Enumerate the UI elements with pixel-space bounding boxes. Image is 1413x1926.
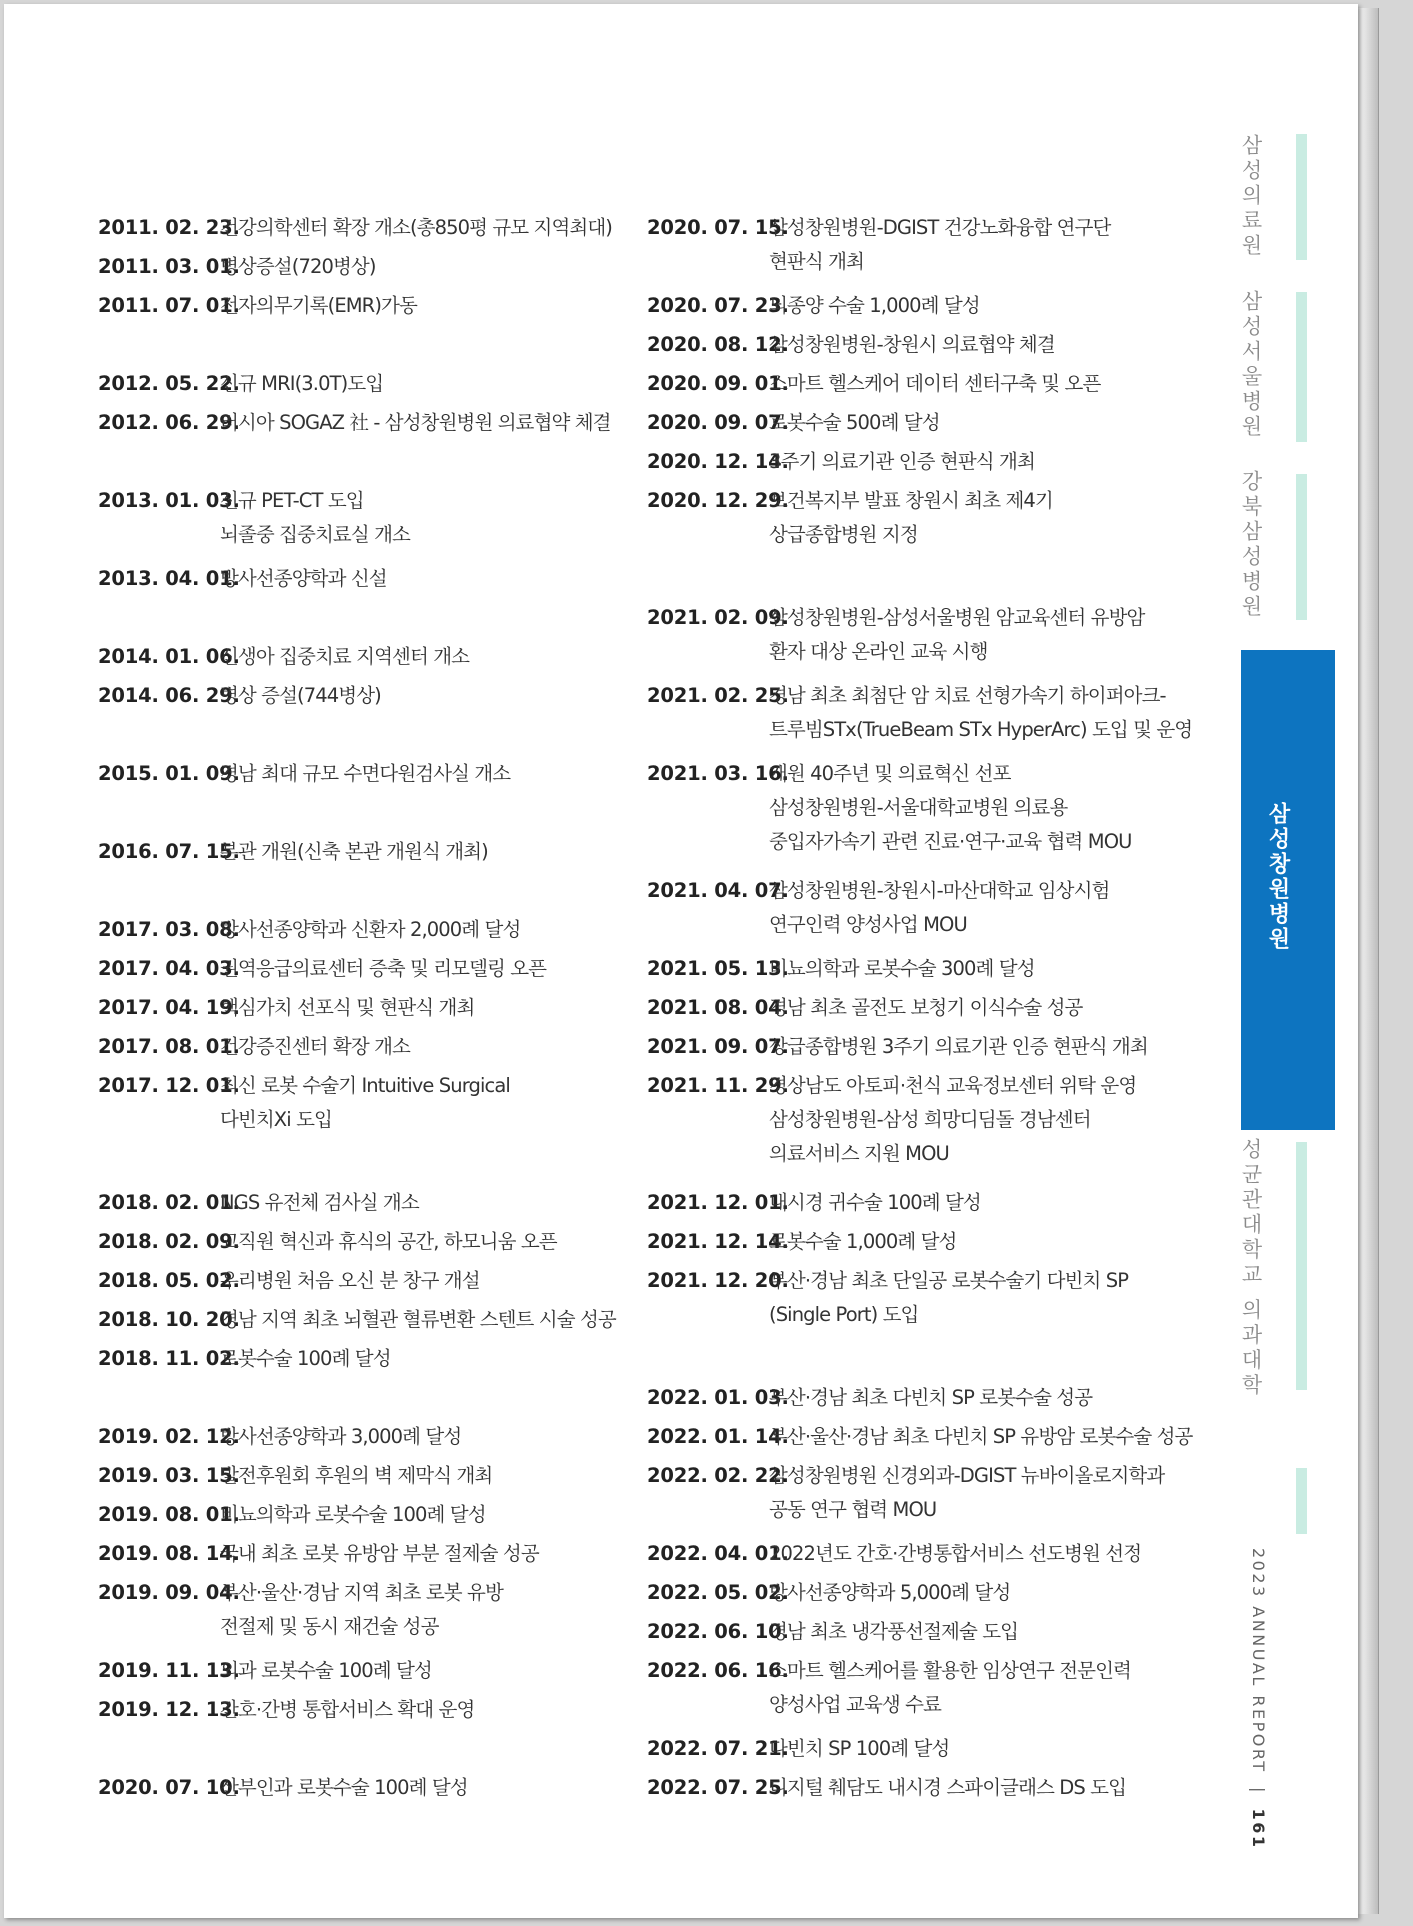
timeline-description-line: 본관 개원(신축 본관 개원식 개최) [220, 840, 488, 863]
timeline-date: 2020. 07. 10. [98, 1776, 240, 1799]
timeline-description-line: 최신 로봇 수술기 Intuitive Surgical [220, 1074, 510, 1097]
timeline-description-line: 경남 지역 최초 뇌혈관 혈류변환 스텐트 시술 성공 [220, 1308, 616, 1331]
timeline-description [769, 601, 1144, 669]
timeline-description-line: 방사선종양학과 5,000례 달성 [769, 1581, 1011, 1604]
timeline-description [220, 406, 611, 440]
timeline-date: 2018. 02. 09. [98, 1230, 240, 1253]
timeline-description-line: 신규 MRI(3.0T)도입 [220, 372, 384, 395]
annual-report-footer [1238, 1548, 1268, 1850]
timeline-description [220, 211, 612, 245]
timeline-description-line: 트루빔STx(TrueBeam STx HyperArc) 도입 및 운영 [769, 718, 1193, 741]
timeline-description [769, 406, 940, 440]
timeline-date: 2021. 03. 16. [647, 762, 789, 785]
timeline-date: 2018. 10. 20. [98, 1308, 240, 1331]
report-title: 2023 ANNUAL REPORT [1249, 1548, 1268, 1774]
timeline-description [220, 367, 383, 401]
timeline-description [769, 1069, 1136, 1171]
timeline-description-line: 간호·간병 통합서비스 확대 운영 [220, 1698, 475, 1721]
timeline-description [220, 679, 381, 713]
timeline-description-line: 삼성창원병원-삼성 희망디딤돌 경남센터 [769, 1108, 1091, 1131]
timeline-description-line: 개원 40주년 및 의료혁신 선포 [769, 762, 1011, 785]
timeline-description [769, 328, 1055, 362]
timeline-description-line: 다빈치 SP 100례 달성 [769, 1737, 950, 1760]
timeline-description-line: 상급종합병원 지정 [769, 523, 918, 546]
timeline-date: 2020. 09. 01. [647, 372, 789, 395]
timeline-description-line: 부산·울산·경남 최초 다빈치 SP 유방암 로봇수술 성공 [769, 1425, 1193, 1448]
timeline-description [769, 1225, 956, 1259]
timeline-description [769, 952, 1035, 986]
timeline-description-line: 삼성창원병원-창원시 의료협약 체결 [769, 333, 1055, 356]
timeline-date: 2017. 12. 01. [98, 1074, 240, 1097]
timeline-description-line: 신생아 집중치료 지역센터 개소 [220, 645, 470, 668]
timeline-date: 2013. 01. 03. [98, 489, 240, 512]
timeline-date: 2021. 08. 04. [647, 996, 789, 1019]
timeline-description [769, 484, 1053, 552]
timeline-date: 2022. 07. 25. [647, 1776, 789, 1799]
timeline-date: 2022. 01. 03. [647, 1386, 789, 1409]
timeline-description-line: 경상남도 아토피·천식 교육정보센터 위탁 운영 [769, 1074, 1137, 1097]
timeline-date: 2022. 07. 21. [647, 1737, 789, 1760]
timeline-description [220, 1186, 419, 1220]
timeline-description-line: 삼성창원병원-DGIST 건강노화융합 연구단 [769, 216, 1111, 239]
side-tab-kangbuk-samsung-hospital[interactable]: 강북삼성병원 [1239, 470, 1263, 620]
timeline-description-line: 비뇨의학과 로봇수술 100례 달성 [220, 1503, 486, 1526]
timeline-description-line: 연구인력 양성사업 MOU [769, 913, 967, 936]
timeline-date: 2019. 03. 15. [98, 1464, 240, 1487]
timeline-description-line: 경남 최초 최첨단 암 치료 선형가속기 하이퍼아크- [769, 684, 1166, 707]
timeline-description [769, 1537, 1141, 1571]
timeline-description-line: (Single Port) 도입 [769, 1303, 919, 1326]
timeline-date: 2018. 11. 02. [98, 1347, 240, 1370]
timeline-date: 2020. 07. 23. [647, 294, 789, 317]
timeline-date: 2014. 01. 06. [98, 645, 240, 668]
timeline-description [769, 367, 1100, 401]
timeline-date: 2015. 01. 09. [98, 762, 240, 785]
tab-indicator-bar [1296, 1468, 1307, 1534]
timeline-date: 2018. 02. 01. [98, 1191, 240, 1214]
timeline-date: 2017. 04. 03. [98, 957, 240, 980]
timeline-description-line: NGS 유전체 검사실 개소 [220, 1191, 419, 1214]
timeline-description [220, 1693, 474, 1727]
document-page [4, 4, 1358, 1918]
timeline-description-line: 병상 증설(744병상) [220, 684, 381, 707]
timeline-date: 2021. 02. 09. [647, 606, 789, 629]
timeline-date: 2021. 12. 01. [647, 1191, 789, 1214]
timeline-description [769, 757, 1132, 859]
timeline-description [220, 1654, 432, 1688]
timeline-description-line: 경남 최대 규모 수면다원검사실 개소 [220, 762, 511, 785]
timeline-date: 2017. 04. 19. [98, 996, 240, 1019]
timeline-description [220, 1264, 480, 1298]
timeline-description [220, 913, 520, 947]
timeline-date: 2022. 04. 01. [647, 1542, 789, 1565]
timeline-description-line: 중입자가속기 관련 진료·연구·교육 협력 MOU [769, 830, 1132, 853]
timeline-date: 2022. 05. 02. [647, 1581, 789, 1604]
timeline-description [769, 1030, 1148, 1064]
timeline-date: 2019. 12. 13. [98, 1698, 240, 1721]
timeline-date: 2011. 02. 23. [98, 216, 240, 239]
timeline-date: 2019. 08. 01. [98, 1503, 240, 1526]
timeline-date: 2017. 03. 08. [98, 918, 240, 941]
timeline-description [769, 991, 1083, 1025]
timeline-description [769, 1420, 1192, 1454]
timeline-description [220, 952, 546, 986]
timeline-description-line: 로봇수술 500례 달성 [769, 411, 940, 434]
timeline-description [769, 1381, 1092, 1415]
timeline-date: 2020. 12. 14. [647, 450, 789, 473]
timeline-date: 2019. 02. 12. [98, 1425, 240, 1448]
timeline-description [769, 289, 980, 323]
timeline-description [220, 1498, 486, 1532]
timeline-description-line: 경남 최초 골전도 보청기 이식수술 성공 [769, 996, 1083, 1019]
timeline-description [220, 1225, 557, 1259]
timeline-description-line: 부산·울산·경남 지역 최초 로봇 유방 [220, 1581, 503, 1604]
timeline-date: 2013. 04. 01. [98, 567, 240, 590]
timeline-description [220, 1459, 492, 1493]
timeline-description-line: 현판식 개최 [769, 250, 864, 273]
timeline-description-line: 신규 PET-CT 도입 [220, 489, 364, 512]
timeline-description [220, 1420, 461, 1454]
timeline-description-line: 삼성창원병원 신경외과-DGIST 뉴바이올로지학과 [769, 1464, 1165, 1487]
timeline-date: 2019. 09. 04. [98, 1581, 240, 1604]
timeline-description [220, 250, 376, 284]
timeline-description [769, 1771, 1126, 1805]
timeline-description [769, 1615, 1018, 1649]
timeline-description [220, 991, 474, 1025]
timeline-description [220, 1342, 391, 1376]
timeline-description-line: 부산·경남 최초 다빈치 SP 로봇수술 성공 [769, 1386, 1093, 1409]
timeline-date: 2021. 05. 13. [647, 957, 789, 980]
timeline-description-line: 보건복지부 발표 창원시 최초 제4기 [769, 489, 1053, 512]
timeline-description-line: 방사선종양학과 신설 [220, 567, 387, 590]
timeline-description-line: 2022년도 간호·간병통합서비스 선도병원 선정 [769, 1542, 1142, 1565]
timeline-description-line: 전절제 및 동시 재건술 성공 [220, 1615, 439, 1638]
timeline-description [769, 1732, 949, 1766]
side-tab-samsung-medical-center[interactable]: 삼성의료원 [1239, 134, 1263, 259]
timeline-date: 2011. 07. 01. [98, 294, 240, 317]
timeline-description-line: 산부인과 로봇수술 100례 달성 [220, 1776, 468, 1799]
timeline-description [769, 1654, 1131, 1722]
timeline-description-line: 의료서비스 지원 MOU [769, 1142, 949, 1165]
timeline-date: 2022. 06. 16. [647, 1659, 789, 1682]
timeline-description-line: 권역응급의료센터 증축 및 리모델링 오픈 [220, 957, 547, 980]
timeline-description [769, 211, 1110, 279]
timeline-description-line: 병상증설(720병상) [220, 255, 376, 278]
timeline-description-line: 상급종합병원 3주기 의료기관 인증 현판식 개최 [769, 1035, 1148, 1058]
timeline-description-line: 건강의학센터 확장 개소(총850평 규모 지역최대) [220, 216, 612, 239]
timeline-date: 2018. 05. 02. [98, 1269, 240, 1292]
timeline-description [220, 1030, 410, 1064]
timeline-date: 2019. 08. 14. [98, 1542, 240, 1565]
timeline-date: 2021. 04. 07. [647, 879, 789, 902]
timeline-description-line: 로봇수술 1,000례 달성 [769, 1230, 957, 1253]
timeline-description [220, 289, 417, 323]
timeline-description-line: 삼성창원병원-삼성서울병원 암교육센터 유방암 [769, 606, 1145, 629]
timeline-description-line: 공동 연구 협력 MOU [769, 1498, 937, 1521]
timeline-date: 2021. 12. 20. [647, 1269, 789, 1292]
tab-indicator-bar [1296, 134, 1307, 260]
timeline-description [769, 1576, 1010, 1610]
timeline-description-line: 뇌종양 수술 1,000례 달성 [769, 294, 980, 317]
timeline-description-line: 비뇨의학과 로봇수술 300례 달성 [769, 957, 1035, 980]
timeline-description-line: 3주기 의료기관 인증 현판식 개최 [769, 450, 1035, 473]
timeline-date: 2014. 06. 29. [98, 684, 240, 707]
timeline-date: 2011. 03. 01. [98, 255, 240, 278]
timeline-description [220, 1771, 468, 1805]
timeline-date: 2021. 12. 14. [647, 1230, 789, 1253]
timeline-description [769, 679, 1192, 747]
timeline-description-line: 내시경 귀수술 100례 달성 [769, 1191, 981, 1214]
timeline-date: 2012. 05. 22. [98, 372, 240, 395]
timeline-description-line: 환자 대상 온라인 교육 시행 [769, 640, 988, 663]
timeline-description [769, 1186, 981, 1220]
tab-indicator-bar [1296, 1142, 1307, 1390]
side-tab-skku-medicine[interactable]: 성균관대학교 의과대학 [1239, 1138, 1263, 1399]
timeline-description-line: 뇌졸중 집중치료실 개소 [220, 523, 410, 546]
timeline-description-line: 방사선종양학과 신환자 2,000례 달성 [220, 918, 521, 941]
timeline-description [769, 445, 1035, 479]
timeline-date: 2016. 07. 15. [98, 840, 240, 863]
timeline-description [220, 757, 510, 791]
timeline-description-line: 경남 최초 냉각풍선절제술 도입 [769, 1620, 1019, 1643]
timeline-description-line: 다빈치Xi 도입 [220, 1108, 332, 1131]
timeline-description [769, 874, 1109, 942]
side-tab-samsung-seoul-hospital[interactable]: 삼성서울병원 [1239, 290, 1263, 440]
timeline-date: 2021. 02. 25. [647, 684, 789, 707]
timeline-description [220, 1576, 503, 1644]
timeline-date: 2017. 08. 01. [98, 1035, 240, 1058]
timeline-description-line: 양성사업 교육생 수료 [769, 1693, 942, 1716]
page-number: 161 [1249, 1808, 1268, 1850]
timeline-date: 2022. 06. 10. [647, 1620, 789, 1643]
timeline-date: 2020. 08. 12. [647, 333, 789, 356]
timeline-description [220, 835, 488, 869]
timeline-description-line: 부산·경남 최초 단일공 로봇수술기 다빈치 SP [769, 1269, 1129, 1292]
timeline-description-line: 스마트 헬스케어를 활용한 임상연구 전문인력 [769, 1659, 1131, 1682]
timeline-description-line: 전자의무기록(EMR)가동 [220, 294, 417, 317]
timeline-description [220, 640, 469, 674]
timeline-description [220, 1303, 616, 1337]
timeline-description-line: 삼성창원병원-창원시-마산대학교 임상시험 [769, 879, 1110, 902]
side-tab-samsung-changwon-hospital[interactable]: 삼성창원병원 [1265, 802, 1290, 952]
timeline-description-line: 우리병원 처음 오신 분 창구 개설 [220, 1269, 480, 1292]
timeline-date: 2022. 01. 14. [647, 1425, 789, 1448]
timeline-description-line: 러시아 SOGAZ 社 - 삼성창원병원 의료협약 체결 [220, 411, 611, 434]
timeline-description-line: 발전후원회 후원의 벽 제막식 개최 [220, 1464, 493, 1487]
timeline-description [220, 484, 410, 552]
report-separator: | [1249, 1787, 1268, 1796]
timeline-description [220, 562, 387, 596]
timeline-description-line: 디지털 췌담도 내시경 스파이글래스 DS 도입 [769, 1776, 1127, 1799]
timeline-date: 2021. 09. 07. [647, 1035, 789, 1058]
timeline-description-line: 삼성창원병원-서울대학교병원 의료용 [769, 796, 1068, 819]
timeline-description-line: 방사선종양학과 3,000례 달성 [220, 1425, 462, 1448]
timeline-description-line: 핵심가치 선포식 및 현판식 개최 [220, 996, 475, 1019]
tab-indicator-bar [1296, 292, 1307, 442]
timeline-date: 2019. 11. 13. [98, 1659, 240, 1682]
timeline-description-line: 로봇수술 100례 달성 [220, 1347, 391, 1370]
timeline-description-line: 국내 최초 로봇 유방암 부분 절제술 성공 [220, 1542, 539, 1565]
timeline-date: 2012. 06. 29. [98, 411, 240, 434]
timeline-description [220, 1537, 539, 1571]
timeline-description-line: 건강증진센터 확장 개소 [220, 1035, 410, 1058]
tab-indicator-bar [1296, 474, 1307, 620]
timeline-date: 2020. 12. 29. [647, 489, 789, 512]
timeline-description [769, 1459, 1164, 1527]
timeline-date: 2020. 09. 07. [647, 411, 789, 434]
timeline-description [220, 1069, 510, 1137]
timeline-description [769, 1264, 1128, 1332]
timeline-description-line: 교직원 혁신과 휴식의 공간, 하모니움 오픈 [220, 1230, 557, 1253]
timeline-date: 2021. 11. 29. [647, 1074, 789, 1097]
timeline-description-line: 외과 로봇수술 100례 달성 [220, 1659, 432, 1682]
timeline-date: 2020. 07. 15. [647, 216, 789, 239]
timeline-date: 2022. 02. 22. [647, 1464, 789, 1487]
timeline-description-line: 스마트 헬스케어 데이터 센터구축 및 오픈 [769, 372, 1101, 395]
